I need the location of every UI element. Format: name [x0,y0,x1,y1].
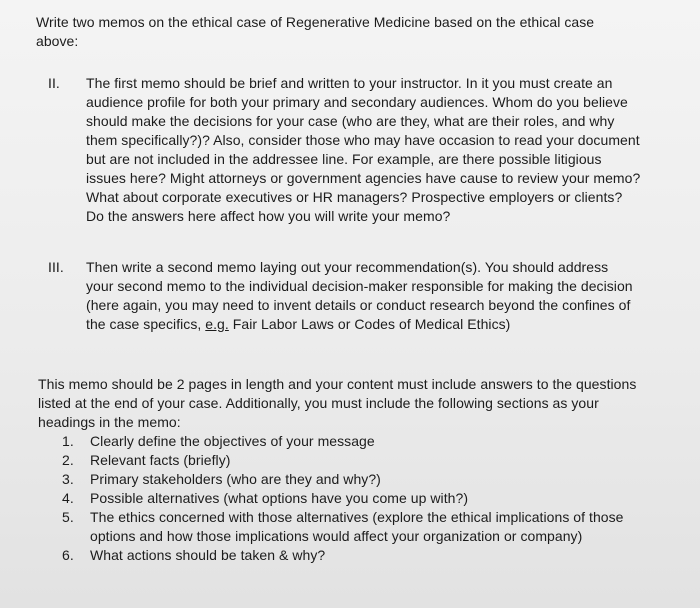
section-number: 6. [62,547,74,563]
section-text: options and how those implications would affect your organization or company) [90,528,583,544]
section-text: Primary stakeholders (who are they and why?) [90,471,381,487]
text-fragment: Fair Labor Laws or Codes of Medical Ethics) [228,316,511,332]
section-number: 3. [62,471,74,487]
section-item-5 [62,508,682,546]
text-line: Then write a second memo laying out your recommendation(s). You should address [86,259,609,275]
text-line: them specifically?)? Also, consider those who may have occasion to read your document [86,132,640,148]
section-number: 5. [62,509,74,525]
eg-underlined-text: e.g. [205,316,229,332]
list-item-text [86,258,686,334]
list-numeral: III. [48,259,64,275]
section-number: 2. [62,452,74,468]
section-item-2 [62,451,682,470]
text-line: The first memo should be brief and written to your instructor. In it you must create an [86,75,613,91]
section-item-3 [62,470,682,489]
section-item-4 [62,489,682,508]
memo-sections-list [62,432,682,565]
intro-paragraph [36,13,656,51]
list-item-text [86,74,686,226]
text-fragment: the case specifics, [86,316,206,332]
memo-length-paragraph [38,375,678,432]
text-line: should make the decisions for your case (who are they, what are their roles, and why [86,113,615,129]
text-line: but are not included in the addressee line. For example, are there possible litigious [86,151,602,167]
text-line: Do the answers here affect how you will write your memo? [86,208,451,224]
section-text: Relevant facts (briefly) [90,452,231,468]
text-line: your second memo to the individual decision-maker responsible for making the decision [86,278,633,294]
section-number: 1. [62,433,74,449]
text-line: headings in the memo: [38,414,181,430]
section-text: Possible alternatives (what options have you come up with?) [90,490,469,506]
text-line: listed at the end of your case. Additionally, you must include the following sections as your [38,395,599,411]
text-line: This memo should be 2 pages in length and your content must include answers to the questions [38,376,637,392]
section-number: 4. [62,490,74,506]
intro-line: above: [36,33,79,49]
section-text: The ethics concerned with those alternatives (explore the ethical implications of those [90,509,624,525]
section-text: What actions should be taken & why? [90,547,326,563]
text-line: audience profile for both your primary and secondary audiences. Whom do you believe [86,94,628,110]
section-text: Clearly define the objectives of your message [90,433,375,449]
intro-line: Write two memos on the ethical case of Regenerative Medicine based on the ethical case [36,14,595,30]
list-numeral: II. [48,75,60,91]
section-item-1 [62,432,682,451]
text-line: issues here? Might attorneys or government agencies have cause to review your memo? [86,170,641,186]
text-line [86,315,686,334]
section-item-6 [62,546,682,565]
text-line: What about corporate executives or HR managers? Prospective employers or clients? [86,189,623,205]
text-line: (here again, you may need to invent details or conduct research beyond the confines of [86,297,631,313]
